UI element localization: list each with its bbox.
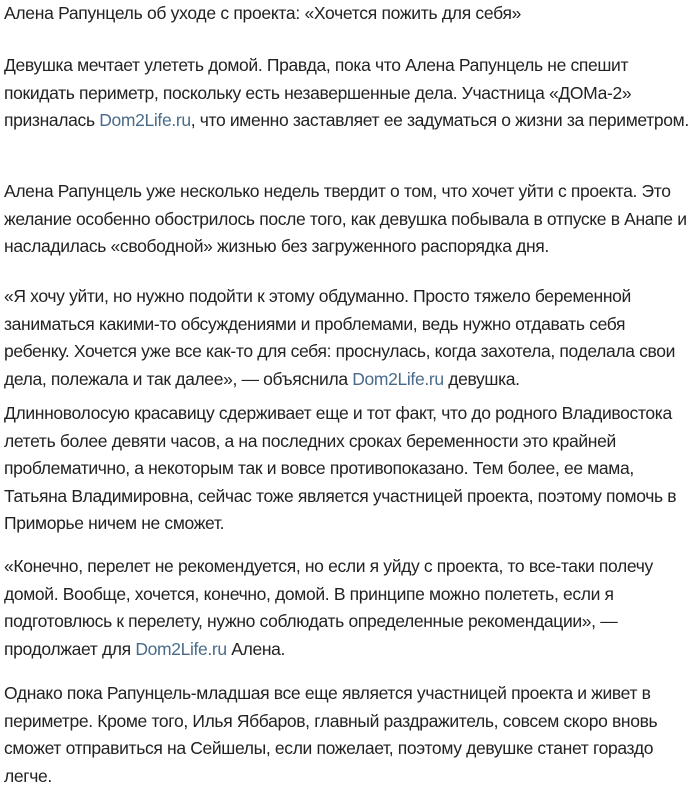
paragraph-1: [4, 52, 694, 135]
article-header: [4, 0, 694, 24]
paragraph-text: Девушка мечтает улететь домой. Правда, пока что Алена Рапунцель не спешит покидать периметр, поскольку есть незавершенные дела. Участница «ДОМа-2» призналась: [4, 55, 632, 130]
dom2life-link[interactable]: Dom2Life.ru: [135, 638, 227, 659]
paragraph-text: «Я хочу уйти, но нужно подойти к этому обдуманно. Просто тяжело беременной заниматься какими-то обсуждениями и проблемами, ведь нужно отдавать себя ребенку. Хочется уже все как-то для себя: проснулась, когда захотела, поделала свои дела, полежала и так далее», — объяснила: [4, 286, 676, 389]
paragraph-text: Алена.: [226, 638, 286, 659]
paragraph-text: , что именно заставляет ее задуматься о жизни за периметром.: [190, 110, 689, 130]
paragraph-text: девушка.: [443, 368, 520, 389]
paragraph-3-quote: [4, 283, 694, 393]
paragraph-4: Длинноволосую красавицу сдерживает еще и тот факт, что до родного Владивостока лететь более девяти часов, а на последних сроках беременности это крайней проблематично, а некоторым так и вовсе противопоказано. Тем более, ее мама, Татьяна Владимировна, сейчас тоже является участницей проекта, поэтому помочь в Приморье ничем не сможет.: [4, 403, 677, 533]
dom2life-link[interactable]: Dom2Life.ru: [99, 110, 191, 130]
paragraph-6: Однако пока Рапунцель-младшая все еще является участницей проекта и живет в периметре. Кроме того, Илья Яббаров, главный раздражитель, совсем скоро вновь сможет отправиться на Сейшелы, если пожелает, поэтому девушке станет гораздо легче.: [4, 683, 658, 786]
dom2life-link[interactable]: Dom2Life.ru: [352, 368, 444, 389]
paragraph-2: Алена Рапунцель уже несколько недель твердит о том, что хочет уйти с проекта. Это желание особенно обострилось после того, как девушка побывала в отпуске в Анапе и насладилась «свободной» жизнью без загруженного распорядка дня.: [4, 181, 687, 256]
article-title: Алена Рапунцель об уходе с проекта: «Хочется пожить для себя»: [4, 3, 522, 23]
paragraph-text: «Конечно, перелет не рекомендуется, но если я уйду с проекта, то все-таки полечу домой. Вообще, хочется, конечно, домой. В принципе можно полететь, если я подготовлюсь к перелету, нужно соблюдать определенные рекомендации», — продолжает для: [4, 556, 653, 659]
paragraph-5-quote: [4, 553, 694, 663]
